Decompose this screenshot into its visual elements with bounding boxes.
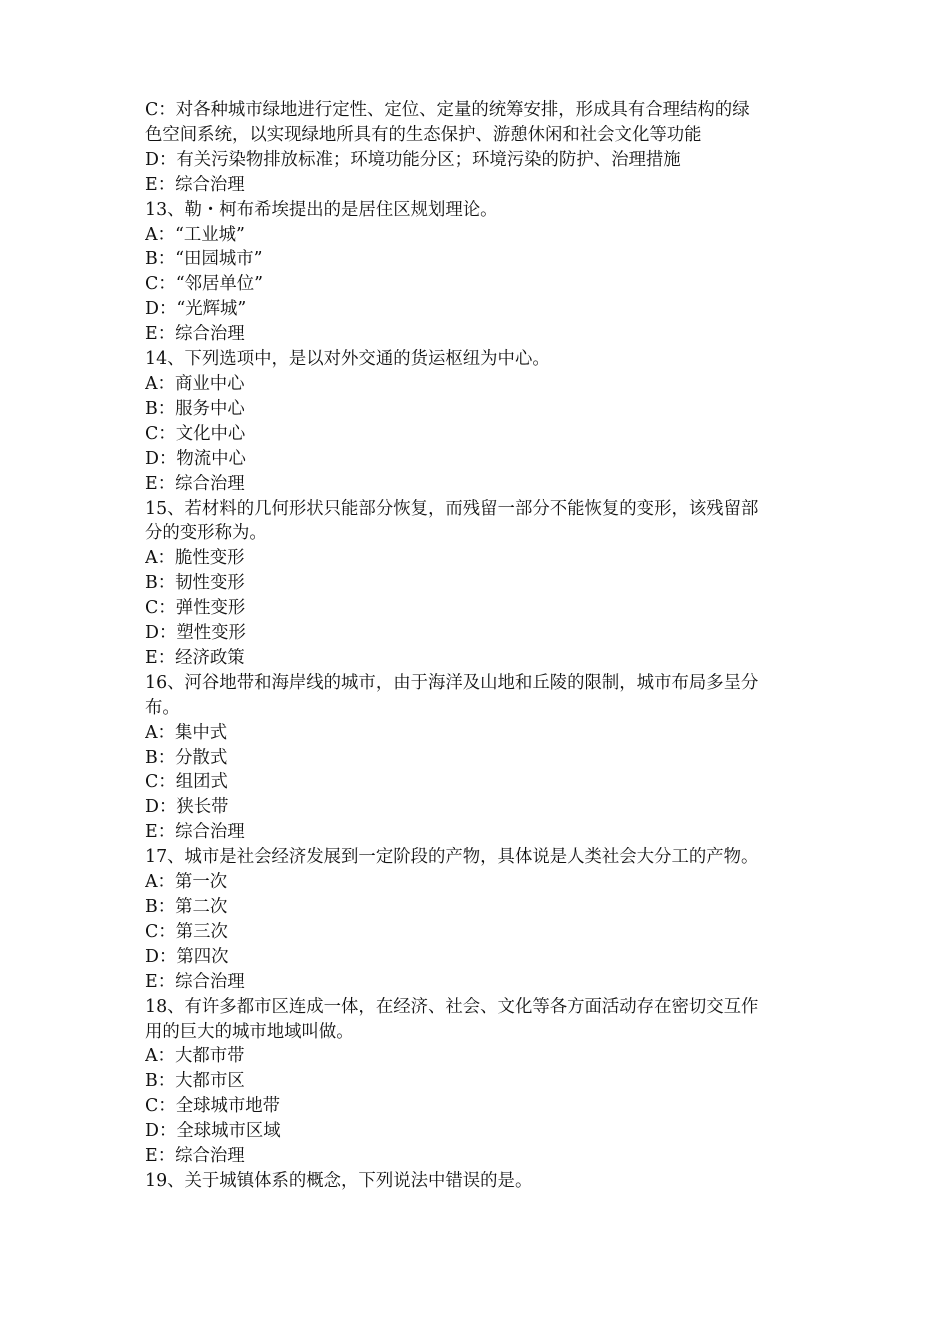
text-line: A：集中式 [145, 722, 228, 743]
text-line: 15、若材料的几何形状只能部分恢复，而残留一部分不能恢复的变形，该残留部 [145, 498, 759, 519]
text-line: C：弹性变形 [145, 598, 246, 619]
text-line: E：经济政策 [145, 647, 245, 668]
document-body [145, 98, 821, 1194]
text-line: 分的变形称为。 [145, 523, 267, 544]
text-line: 16、河谷地带和海岸线的城市，由于海洋及山地和丘陵的限制，城市布局多呈分 [145, 672, 759, 693]
text-line: C：文化中心 [145, 423, 246, 444]
text-line: B：服务中心 [145, 398, 245, 419]
text-line: B：韧性变形 [145, 573, 245, 594]
text-line: D：有关污染物排放标准；环境功能分区；环境污染的防护、治理措施 [145, 149, 681, 170]
text-line: E：综合治理 [145, 971, 245, 992]
text-line: A：脆性变形 [145, 548, 245, 569]
text-line: D：塑性变形 [145, 623, 246, 644]
text-line: C：“邻居单位” [145, 274, 264, 295]
text-line: B：“田园城市” [145, 249, 263, 270]
text-line: C：组团式 [145, 772, 228, 793]
text-line: 用的巨大的城市地域叫做。 [145, 1021, 354, 1042]
text-line: C：第三次 [145, 921, 228, 942]
text-line: 18、有许多都市区连成一体，在经济、社会、文化等各方面活动存在密切交互作 [145, 996, 759, 1017]
text-line: A：“工业城” [145, 224, 245, 245]
text-line: A：商业中心 [145, 373, 245, 394]
text-line: D：全球城市区域 [145, 1121, 281, 1142]
text-line: E：综合治理 [145, 822, 245, 843]
text-line: A：第一次 [145, 872, 228, 893]
text-line: D：第四次 [145, 946, 229, 967]
text-line: 13、勒・柯布希埃提出的是居住区规划理论。 [145, 199, 498, 220]
text-line: E：综合治理 [145, 174, 245, 195]
text-line: 14、下列选项中，是以对外交通的货运枢纽为中心。 [145, 349, 550, 370]
text-line: A：大都市带 [145, 1046, 245, 1067]
text-line: E：综合治理 [145, 473, 245, 494]
text-line: 17、城市是社会经济发展到一定阶段的产物，具体说是人类社会大分工的产物。 [145, 847, 759, 868]
text-line: B：大都市区 [145, 1071, 245, 1092]
text-line: 布。 [145, 697, 180, 718]
text-line: B：第二次 [145, 897, 228, 917]
text-line: C：对各种城市绿地进行定性、定位、定量的统筹安排，形成具有合理结构的绿 [145, 100, 750, 120]
text-line: 19、关于城镇体系的概念，下列说法中错误的是。 [145, 1170, 533, 1191]
text-line: C：全球城市地带 [145, 1096, 281, 1117]
text-line: D：“光辉城” [145, 299, 247, 320]
text-line: E：综合治理 [145, 1146, 245, 1167]
text-line: E：综合治理 [145, 324, 245, 345]
text-line: D：狭长带 [145, 797, 229, 818]
text-line: B：分散式 [145, 747, 228, 768]
text-line: 色空间系统，以实现绿地所具有的生态保护、游憩休闲和社会文化等功能 [145, 124, 702, 145]
text-line: D：物流中心 [145, 448, 246, 469]
